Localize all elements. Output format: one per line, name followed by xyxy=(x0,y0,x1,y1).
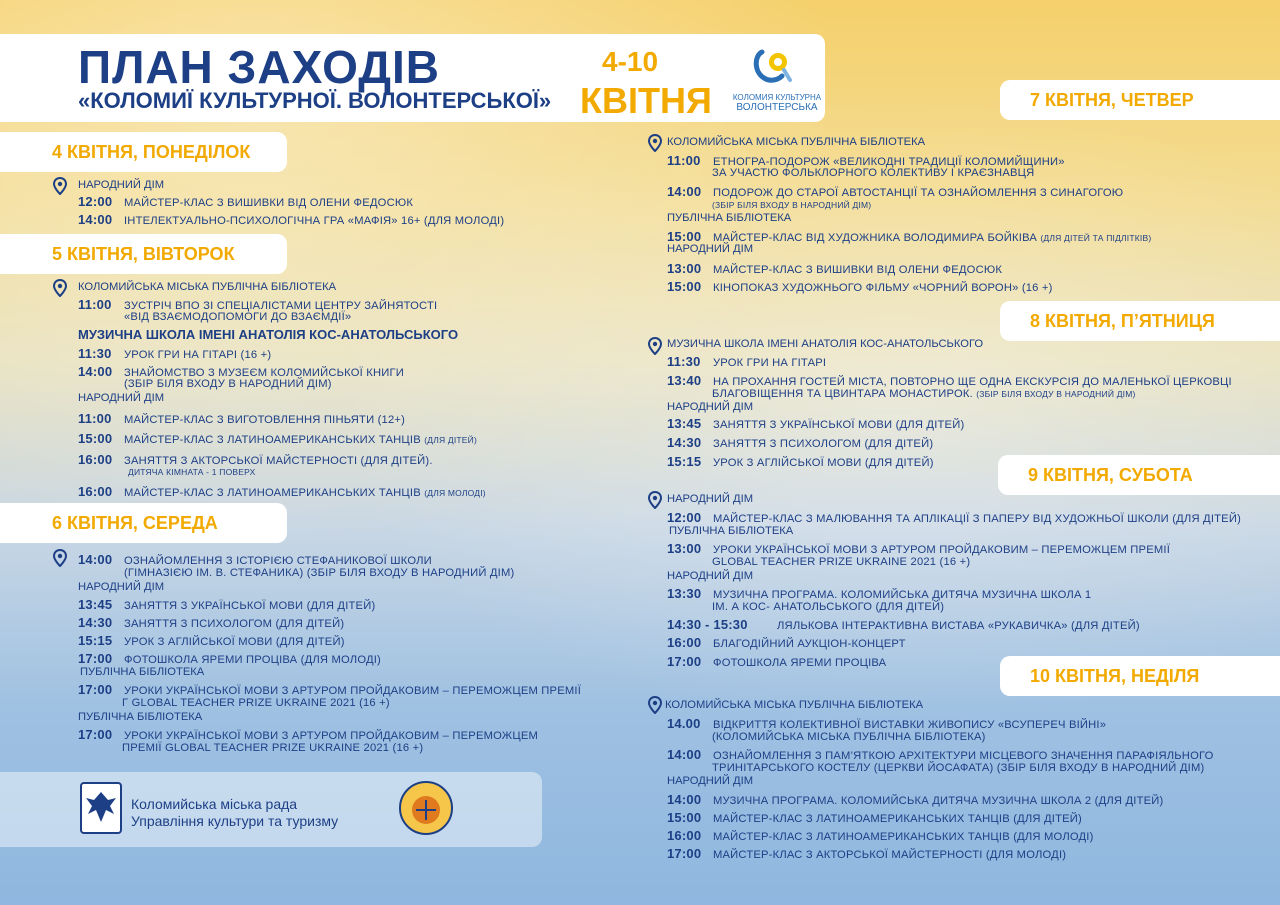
event-text: ВІДКРИТТЯ КОЛЕКТИВНОЇ ВИСТАВКИ ЖИВОПИСУ «ВСУПЕРЕЧ ВІЙНІ» xyxy=(713,719,1107,731)
venue-label: КОЛОМИЙСЬКА МІСЬКА ПУБЛІЧНА БІБЛІОТЕКА xyxy=(665,699,924,711)
location-pin-icon xyxy=(53,177,67,195)
day-header-10: 10 КВІТНЯ, НЕДІЛЯ xyxy=(1000,656,1280,696)
event-note: (ЗБІР БІЛЯ ВХОДУ В НАРОДНИЙ ДІМ) xyxy=(976,389,1136,399)
event-time: 14:00 xyxy=(78,212,113,227)
event-row xyxy=(78,552,432,567)
event-time: 11:30 xyxy=(78,346,112,361)
day-header-8: 8 КВІТНЯ, П’ЯТНИЦЯ xyxy=(1000,301,1280,341)
event-time: 12:00 xyxy=(78,194,113,209)
event-text-cont: ЗА УЧАСТЮ ФОЛЬКЛОРНОГО КОЛЕКТИВУ І КРАЄЗНАВЦЯ xyxy=(712,167,1035,179)
event-text: МАЙСТЕР-КЛАС З ВИГОТОВЛЕННЯ ПІНЬЯТИ (12+) xyxy=(124,414,406,426)
event-row xyxy=(667,846,1066,861)
event-text: МАЙСТЕР-КЛАС З АКТОРСЬКОЇ МАЙСТЕРНОСТІ (ДЛЯ МОЛОДІ) xyxy=(713,849,1067,861)
page-title: ПЛАН ЗАХОДІВ xyxy=(78,41,441,93)
location-pin-icon xyxy=(648,491,662,509)
event-text-cont: ІМ. А КОС- АНАТОЛЬСЬКОГО (ДЛЯ ДІТЕЙ) xyxy=(712,601,945,613)
venue-label: КОЛОМИЙСЬКА МІСЬКА ПУБЛІЧНА БІБЛІОТЕКА xyxy=(667,136,926,148)
event-time: 14:30 xyxy=(78,615,113,630)
logo-text-1: КОЛОМИЯ КУЛЬТУРНА xyxy=(732,93,822,102)
event-time: 11:00 xyxy=(78,411,112,426)
event-time: 15:00 xyxy=(667,810,702,825)
volunteer-badge-icon xyxy=(398,780,454,836)
event-text: УРОК ГРИ НА ГІТАРІ xyxy=(713,357,827,369)
event-row xyxy=(667,654,886,669)
event-time: 14:00 xyxy=(78,364,113,379)
dates-month: КВІТНЯ xyxy=(580,80,712,121)
event-text: БЛАГОВІЩЕННЯ ТА ЦВИНТАРА МОНАСТИРОК. xyxy=(712,388,973,400)
event-time: 14:30 - 15:30 xyxy=(667,617,748,632)
event-row xyxy=(667,279,1053,294)
location-pin-icon xyxy=(648,134,662,152)
event-row xyxy=(78,431,477,446)
location-pin-icon xyxy=(648,696,662,714)
event-row xyxy=(78,411,405,426)
event-row xyxy=(667,153,1065,168)
event-text: МАЙСТЕР-КЛАС З ВИШИВКИ ВІД ОЛЕНИ ФЕДОСЮК xyxy=(124,197,414,209)
event-time: 17:00 xyxy=(78,727,113,742)
event-text: ОЗНАЙОМЛЕННЯ З ПАМ’ЯТКОЮ АРХІТЕКТУРИ МІСЦЕВОГО ЗНАЧЕННЯ ПАРАФІЯЛЬНОГО xyxy=(713,750,1214,762)
event-time: 16:00 xyxy=(78,452,113,467)
venue-label: ПУБЛІЧНА БІБЛІОТЕКА xyxy=(78,711,203,723)
dates-range: 4-10 xyxy=(602,46,659,77)
event-text: УРОКИ УКРАЇНСЬКОЇ МОВИ З АРТУРОМ ПРОЙДАКОВИМ – ПЕРЕМОЖЦЕМ ПРЕМІЇ xyxy=(713,544,1171,556)
venue-label: НАРОДНИЙ ДІМ xyxy=(667,401,754,413)
event-text: УРОК ГРИ НА ГІТАРІ (16 +) xyxy=(124,349,272,361)
event-text: ФОТОШКОЛА ЯРЕМИ ПРОЦІВА xyxy=(713,657,887,669)
venue-label: МУЗИЧНА ШКОЛА ІМЕНІ АНАТОЛІЯ КОС-АНАТОЛЬСЬКОГО xyxy=(667,338,984,350)
day-header-5: 5 КВІТНЯ, ВІВТОРОК xyxy=(0,234,287,274)
event-text: ЗАНЯТТЯ З УКРАЇНСЬКОЇ МОВИ (ДЛЯ ДІТЕЙ) xyxy=(713,419,965,431)
location-pin-icon xyxy=(53,279,67,297)
event-row xyxy=(667,635,906,650)
footer-org-name: Коломийська міська рада xyxy=(131,796,298,812)
event-time: 17:00 xyxy=(667,846,702,861)
event-time: 13:00 xyxy=(667,541,702,556)
event-row xyxy=(667,828,1094,843)
event-text: МУЗИЧНА ПРОГРАМА. КОЛОМИЙСЬКА ДИТЯЧА МУЗИЧНА ШКОЛА 2 (ДЛЯ ДІТЕЙ) xyxy=(713,795,1164,807)
event-text-cont: «ВІД ВЗАЄМОДОПОМОГИ ДО ВЗАЄМДІЇ» xyxy=(124,311,352,323)
event-row xyxy=(667,541,1170,556)
event-time: 13:30 xyxy=(667,586,702,601)
event-text-cont: ДИТЯЧА КІМНАТА - 1 ПОВЕРХ xyxy=(128,467,256,477)
event-row xyxy=(78,194,413,209)
logo-text-2: ВОЛОНТЕРСЬКА xyxy=(736,102,818,113)
event-time: 13:45 xyxy=(667,416,702,431)
day-header-6: 6 КВІТНЯ, СЕРЕДА xyxy=(0,503,287,543)
event-time: 14:00 xyxy=(78,552,113,567)
event-row xyxy=(78,682,581,697)
location-pin-icon xyxy=(648,337,662,355)
event-text-cont: GLOBAL TEACHER PRIZE UKRAINE 2021 (16 +) xyxy=(712,556,971,568)
event-text: ІНТЕЛЕКТУАЛЬНО-ПСИХОЛОГІЧНА ГРА «МАФІЯ» 16+ (ДЛЯ МОЛОДІ) xyxy=(124,215,505,227)
event-row xyxy=(78,484,486,499)
event-row xyxy=(78,346,271,361)
event-row xyxy=(78,615,344,630)
event-time: 14:00 xyxy=(667,184,702,199)
event-text-cont: (ЗБІР БІЛЯ ВХОДУ В НАРОДНИЙ ДІМ) xyxy=(124,378,332,390)
event-text: НА ПРОХАННЯ ГОСТЕЙ МІСТА, ПОВТОРНО ЩЕ ОДНА ЕКСКУРСІЯ ДО МАЛЕНЬКОЇ ЦЕРКОВЦІ xyxy=(713,376,1232,388)
event-row xyxy=(667,454,934,469)
day-header-9: 9 КВІТНЯ, СУБОТА xyxy=(998,455,1280,495)
event-row xyxy=(78,452,433,467)
event-row xyxy=(667,510,1241,525)
event-time: 17:00 xyxy=(78,682,113,697)
venue-label: НАРОДНИЙ ДІМ xyxy=(667,570,754,582)
event-time: 16:00 xyxy=(78,484,113,499)
location-pin-icon xyxy=(53,549,67,567)
event-time: 15:15 xyxy=(667,454,702,469)
event-text: БЛАГОДІЙНИЙ АУКЦІОН-КОНЦЕРТ xyxy=(713,638,906,650)
day-header-7: 7 КВІТНЯ, ЧЕТВЕР xyxy=(1000,80,1280,120)
event-text: ПОДОРОЖ ДО СТАРОЇ АВТОСТАНЦІЇ ТА ОЗНАЙОМЛЕННЯ З СИНАГОГОЮ xyxy=(713,187,1124,199)
event-time: 11:00 xyxy=(78,297,112,312)
event-text-cont: ТРИНІТАРСЬКОГО КОСТЕЛУ (ЦЕРКВИ ЙОСАФАТА) (ЗБІР БІЛЯ ВХОДУ В НАРОДНИЙ ДІМ) xyxy=(712,762,1205,774)
event-row xyxy=(667,747,1214,762)
event-note: (ДЛЯ МОЛОДІ) xyxy=(424,488,486,498)
event-text: ЕТНОГРА-ПОДОРОЖ «ВЕЛИКОДНІ ТРАДИЦІЇ КОЛОМИЙЩИНИ» xyxy=(713,156,1065,168)
event-row xyxy=(667,617,1140,632)
event-text-cont: ПРЕМІЇ GLOBAL TEACHER PRIZE UKRAINE 2021 (16 +) xyxy=(122,742,424,754)
venue-label: МУЗИЧНА ШКОЛА ІМЕНІ АНАТОЛІЯ КОС-АНАТОЛЬСЬКОГО xyxy=(78,327,459,342)
event-time: 12:00 xyxy=(667,510,702,525)
event-time: 14.00 xyxy=(667,716,701,731)
event-row xyxy=(78,297,437,312)
venue-label: КОЛОМИЙСЬКА МІСЬКА ПУБЛІЧНА БІБЛІОТЕКА xyxy=(78,281,337,293)
event-text: ЗАНЯТТЯ З ПСИХОЛОГОМ (ДЛЯ ДІТЕЙ) xyxy=(124,618,345,630)
venue-label: НАРОДНИЙ ДІМ xyxy=(667,493,754,505)
venue-label: ПУБЛІЧНА БІБЛІОТЕКА xyxy=(80,666,205,678)
venue-label: НАРОДНИЙ ДІМ xyxy=(78,179,165,191)
event-text: УРОК З АГЛІЙСЬКОЇ МОВИ (ДЛЯ ДІТЕЙ) xyxy=(713,457,934,469)
event-text: ОЗНАЙОМЛЕННЯ З ІСТОРІЄЮ СТЕФАНИКОВОЇ ШКОЛИ xyxy=(124,555,432,567)
event-time: 17:00 xyxy=(78,651,113,666)
event-text: ЗНАЙОМСТВО З МУЗЕЄМ КОЛОМИЙСЬКОЇ КНИГИ xyxy=(124,367,405,379)
event-time: 14:00 xyxy=(667,792,702,807)
volunteer-logo xyxy=(732,46,822,116)
event-text: МАЙСТЕР-КЛАС ВІД ХУДОЖНИКА ВОЛОДИМИРА БОЙКІВА xyxy=(713,232,1038,244)
event-row xyxy=(667,261,1002,276)
event-row xyxy=(667,184,1123,199)
event-row xyxy=(78,651,381,666)
event-row xyxy=(667,586,1091,601)
event-text-cont xyxy=(712,388,1136,400)
event-time: 13:40 xyxy=(667,373,702,388)
day-header-4: 4 КВІТНЯ, ПОНЕДІЛОК xyxy=(0,132,287,172)
venue-label: НАРОДНИЙ ДІМ xyxy=(78,581,165,593)
event-row xyxy=(667,229,1151,244)
venue-label: НАРОДНИЙ ДІМ xyxy=(667,775,754,787)
event-text: ЗУСТРІЧ ВПО ЗІ СПЕЦІАЛІСТАМИ ЦЕНТРУ ЗАЙНЯТОСТІ xyxy=(124,300,438,312)
event-text: МАЙСТЕР-КЛАС З ЛАТИНОАМЕРИКАНСЬКИХ ТАНЦІВ xyxy=(124,434,421,446)
event-text: МАЙСТЕР-КЛАС З ЛАТИНОАМЕРИКАНСЬКИХ ТАНЦІВ xyxy=(124,487,421,499)
event-text-cont: (ГІМНАЗІЄЮ ІМ. В. СТЕФАНИКА) (ЗБІР БІЛЯ ВХОДУ В НАРОДНИЙ ДІМ) xyxy=(124,567,515,579)
event-text: ЗАНЯТТЯ З УКРАЇНСЬКОЇ МОВИ (ДЛЯ ДІТЕЙ) xyxy=(124,600,376,612)
event-text: УРОК З АГЛІЙСЬКОЇ МОВИ (ДЛЯ ДІТЕЙ) xyxy=(124,636,345,648)
event-row xyxy=(667,354,826,369)
event-row xyxy=(667,435,933,450)
event-row xyxy=(78,597,375,612)
event-time: 14:30 xyxy=(667,435,702,450)
event-time: 17:00 xyxy=(667,654,702,669)
event-note: (ДЛЯ ДІТЕЙ) xyxy=(424,435,477,445)
event-note: (ДЛЯ ДІТЕЙ ТА ПІДЛІТКІВ) xyxy=(1040,233,1152,243)
event-row xyxy=(78,212,504,227)
volunteer-logo-icon xyxy=(732,46,822,88)
event-time: 14:00 xyxy=(667,747,702,762)
event-time: 16:00 xyxy=(667,635,702,650)
event-text-cont: Г GLOBAL TEACHER PRIZE UKRAINE 2021 (16 +) xyxy=(122,697,390,709)
event-time: 11:00 xyxy=(667,153,701,168)
event-time: 11:30 xyxy=(667,354,701,369)
event-text: УРОКИ УКРАЇНСЬКОЇ МОВИ З АРТУРОМ ПРОЙДАКОВИМ – ПЕРЕМОЖЦЕМ xyxy=(124,730,538,742)
event-row xyxy=(667,792,1163,807)
event-row xyxy=(667,716,1106,731)
event-row xyxy=(78,364,404,379)
venue-label: НАРОДНИЙ ДІМ xyxy=(78,392,165,404)
event-text: МУЗИЧНА ПРОГРАМА. КОЛОМИЙСЬКА ДИТЯЧА МУЗИЧНА ШКОЛА 1 xyxy=(713,589,1092,601)
event-text: ЛЯЛЬКОВА ІНТЕРАКТИВНА ВИСТАВА «РУКАВИЧКА» (ДЛЯ ДІТЕЙ) xyxy=(777,620,1140,632)
venue-label: НАРОДНИЙ ДІМ xyxy=(667,243,754,255)
event-text-cont: (ЗБІР БІЛЯ ВХОДУ В НАРОДНИЙ ДІМ) xyxy=(712,200,872,210)
event-text: УРОКИ УКРАЇНСЬКОЇ МОВИ З АРТУРОМ ПРОЙДАКОВИМ – ПЕРЕМОЖЦЕМ ПРЕМІЇ xyxy=(124,685,582,697)
venue-label: ПУБЛІЧНА БІБЛІОТЕКА xyxy=(669,525,794,537)
event-time: 13:00 xyxy=(667,261,702,276)
coat-of-arms-icon xyxy=(80,782,122,834)
event-text: КІНОПОКАЗ ХУДОЖНЬОГО ФІЛЬМУ «ЧОРНИЙ ВОРОН» (16 +) xyxy=(713,282,1053,294)
event-row xyxy=(667,416,964,431)
footer-org-dept: Управління культури та туризму xyxy=(131,813,339,829)
event-row xyxy=(78,633,345,648)
event-text: МАЙСТЕР-КЛАС З ВИШИВКИ ВІД ОЛЕНИ ФЕДОСЮК xyxy=(713,264,1003,276)
event-text-cont: (КОЛОМИЙСЬКА МІСЬКА ПУБЛІЧНА БІБЛІОТЕКА) xyxy=(712,731,986,743)
event-time: 15:00 xyxy=(667,229,702,244)
event-row xyxy=(667,373,1232,388)
event-row xyxy=(667,810,1082,825)
event-time: 13:45 xyxy=(78,597,113,612)
event-row xyxy=(78,727,538,742)
event-time: 15:00 xyxy=(667,279,702,294)
event-text: МАЙСТЕР-КЛАС З ЛАТИНОАМЕРИКАНСЬКИХ ТАНЦІВ (ДЛЯ ДІТЕЙ) xyxy=(713,813,1082,825)
event-text: ФОТОШКОЛА ЯРЕМИ ПРОЦІВА (ДЛЯ МОЛОДІ) xyxy=(124,654,381,666)
venue-label: ПУБЛІЧНА БІБЛІОТЕКА xyxy=(667,212,792,224)
event-time: 15:15 xyxy=(78,633,113,648)
event-time: 16:00 xyxy=(667,828,702,843)
event-time: 15:00 xyxy=(78,431,113,446)
page-subtitle: «КОЛОМИЇ КУЛЬТУРНОЇ. ВОЛОНТЕРСЬКОЇ» xyxy=(78,88,552,113)
event-text: МАЙСТЕР-КЛАС З ЛАТИНОАМЕРИКАНСЬКИХ ТАНЦІВ (ДЛЯ МОЛОДІ) xyxy=(713,831,1094,843)
event-text: ЗАНЯТТЯ З ПСИХОЛОГОМ (ДЛЯ ДІТЕЙ) xyxy=(713,438,934,450)
event-text: ЗАНЯТТЯ З АКТОРСЬКОЇ МАЙСТЕРНОСТІ (ДЛЯ ДІТЕЙ). xyxy=(124,455,433,467)
event-text: МАЙСТЕР-КЛАС З МАЛЮВАННЯ ТА АПЛІКАЦІЇ З ПАПЕРУ ВІД ХУДОЖНЬОЇ ШКОЛИ (ДЛЯ ДІТЕЙ) xyxy=(713,513,1241,525)
